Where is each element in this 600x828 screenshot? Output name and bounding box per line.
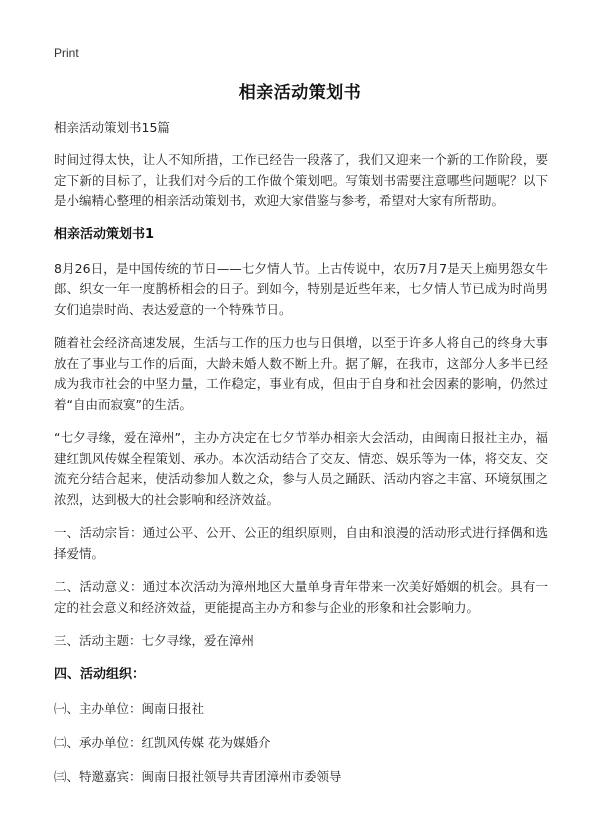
paragraph-festival: 8月26日，是中国传统的节日——七夕情人节。上古传说中，农历7月7是天上痴男怨女牛郎、织女一年一度鹊桥相会的日子。到如今，特别是近些年来，七夕情人节已成为时尚男女们追崇时尚、表达爱意的一个特殊节日。: [54, 260, 548, 317]
document-subtitle: 相亲活动策划书15篇: [54, 120, 170, 135]
organization-heading: 四、活动组织：: [54, 666, 146, 682]
intro-paragraph: 时间过得太快，让人不知所措，工作已经告一段落了，我们又迎来一个新的工作阶段，要定下新的目标了，让我们对今后的工作做个策划吧。写策划书需要注意哪些问题呢？以下是小编精心整理的相亲活动策划书，欢迎大家借鉴与参考，希望对大家有所帮助。: [54, 152, 548, 208]
print-label[interactable]: Print: [54, 46, 79, 60]
paragraph-purpose: 一、活动宗旨：通过公平、公开、公正的组织原则，自由和浪漫的活动形式进行择偶和选择爱情。: [54, 525, 548, 561]
paragraph-significance: 二、活动意义：通过本次活动为漳州地区大量单身青年带来一次美好婚姻的机会。具有一定的社会意义和经济效益，更能提高主办方和参与企业的形象和社会影响力。: [54, 579, 548, 615]
paragraph-event-intro: “七夕寻缘，爱在漳州”，主办方决定在七夕节举办相亲大会活动，由闽南日报社主办，福建红凯风传媒全程策划、承办。本次活动结合了交友、情恋、娱乐等为一体，将交友、交流充分结合起来，使活动参加人数之众，参与人员之踊跃、活动内容之丰富、环境氛围之浓烈，达到极大的社会影响和经济效益。: [54, 430, 548, 507]
list-item-organizer: ㈠、主办单位：闽南日报社: [54, 700, 205, 716]
document-body: [54, 118, 548, 801]
list-item-guests: ㈢、特邀嘉宾：闽南日报社领导共青团漳州市委领导: [54, 768, 342, 784]
section-heading: 相亲活动策划书1: [54, 226, 155, 242]
list-item-contractor: ㈡、承办单位：红凯风传媒 花为媒婚介: [54, 734, 271, 750]
paragraph-background: 随着社会经济高速发展，生活与工作的压力也与日俱增，以至于许多人将自己的终身大事放在了事业与工作的后面，大龄未婚人数不断上升。据了解，在我市，这部分人多半已经成为我市社会的中坚力量，工作稳定，事业有成，但由于自身和社会因素的影响，仍然过着“自由而寂寞”的生活。: [54, 335, 548, 412]
paragraph-theme: 三、活动主题：七夕寻缘，爱在漳州: [54, 633, 255, 648]
page-title: 相亲活动策划书: [238, 83, 362, 103]
